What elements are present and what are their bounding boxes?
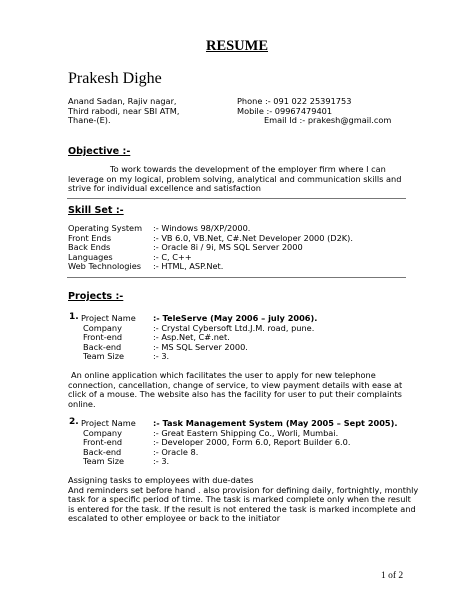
address-line-3: Thane-(E).	[68, 115, 111, 125]
project-number: 1.	[69, 312, 79, 322]
project-field-value: :- 3.	[153, 351, 170, 361]
project-description-line: escalated to other employee or back to the initiator	[68, 513, 281, 523]
project-field-label: Project Name	[81, 418, 136, 428]
objective-line-2: leverage on my logical, problem solving, analytical and communication skills and	[68, 173, 402, 184]
project-description-line: Assigning tasks to employees with due-dates	[68, 475, 254, 485]
project-field-value: :- Asp.Net, C#.net.	[153, 332, 230, 342]
project-name: :- TeleServe (May 2006 – july 2006).	[153, 313, 318, 323]
project-description-line: click of a mouse. The website also has the facility for user to put their complaints	[68, 389, 402, 399]
project-field-label: Back-end	[83, 446, 122, 457]
project-name: :- Task Management System (May 2005 – Sept 2005).	[153, 418, 398, 428]
project-field-label: Project Name	[81, 313, 136, 323]
skill-value: :- C, C++	[153, 251, 192, 262]
project-description-line: task for a specific period of time. The task is marked complete only when the result	[68, 494, 411, 504]
phone-number: Phone :- 091 022 25391753	[237, 96, 352, 106]
address-line-2: Third rabodi, near SBI ATM,	[68, 105, 180, 116]
candidate-name: Prakesh Dighe	[68, 70, 162, 87]
project-field-label: Team Size	[83, 351, 125, 361]
project-field-label: Company	[83, 427, 122, 438]
project-field-value: :- Crystal Cybersoft Ltd.J.M. road, pune.	[153, 322, 315, 333]
skill-label: Web Technologies	[68, 261, 142, 271]
project-field-label: Front-end	[83, 437, 123, 447]
project-field-value: :- Developer 2000, Form 6.0, Report Builder 6.0.	[153, 437, 351, 447]
project-field-label: Company	[83, 322, 122, 333]
skill-value: :- Oracle 8i / 9i, MS SQL Server 2000	[153, 242, 303, 252]
skill-label: Operating System	[68, 223, 143, 233]
objective-line-1: To work towards the development of the employer firm where I can	[110, 164, 386, 174]
skill-set-heading: Skill Set :-	[68, 205, 124, 216]
section-divider	[67, 198, 406, 199]
page-number: 1 of 2	[381, 571, 404, 581]
project-field-value: :- Great Eastern Shipping Co., Worli, Mumbai.	[153, 427, 339, 438]
project-description-line: connection, cancellation, change of service, to view payment details with ease at	[68, 379, 403, 390]
page-title: RESUME	[205, 38, 269, 54]
section-divider	[67, 277, 406, 278]
skill-label: Languages	[68, 251, 113, 262]
project-field-label: Front-end	[83, 332, 123, 342]
project-description-line: online.	[68, 398, 96, 409]
project-field-label: Back-end	[83, 341, 122, 352]
project-number: 2.	[69, 417, 79, 427]
project-description-line: And reminders set before hand . also provision for defining daily, fortnightly, monthly	[68, 484, 419, 495]
email-address: Email Id :- prakesh@gmail.com	[264, 115, 392, 125]
address-line-1: Anand Sadan, Rajiv nagar,	[68, 96, 177, 106]
skill-value: :- Windows 98/XP/2000.	[153, 223, 251, 233]
project-field-value: :- MS SQL Server 2000.	[153, 341, 248, 352]
project-field-value: :- 3.	[153, 456, 170, 466]
skill-value: :- HTML, ASP.Net.	[153, 261, 224, 271]
skill-label: Back Ends	[68, 242, 111, 252]
skill-value: :- VB 6.0, VB.Net, C#.Net Developer 2000 (D2K).	[153, 232, 353, 243]
project-field-label: Team Size	[83, 456, 125, 466]
skill-label: Front Ends	[68, 232, 112, 243]
project-field-value: :- Oracle 8.	[153, 446, 199, 457]
objective-line-3: strive for individual excellence and satisfaction	[68, 183, 261, 193]
projects-heading: Projects :-	[68, 291, 124, 302]
project-description-line: An online application which facilitates the user to apply for new telephone	[71, 370, 376, 380]
objective-heading: Objective :-	[68, 146, 131, 157]
mobile-number: Mobile :- 09967479401	[237, 105, 333, 116]
project-description-line: is entered for the task. If the result is not entered the task is marked incomplete and	[68, 503, 416, 514]
